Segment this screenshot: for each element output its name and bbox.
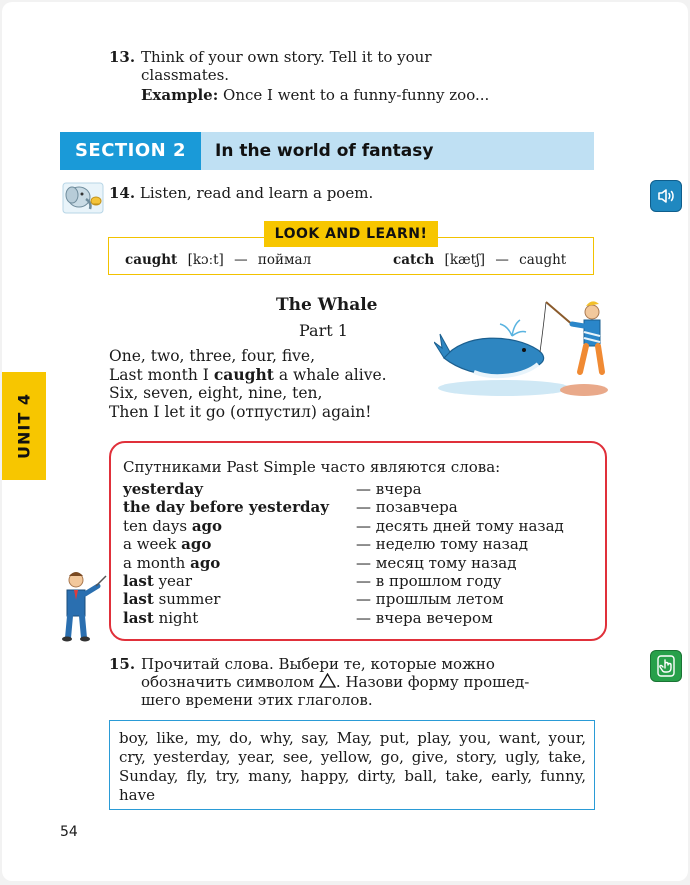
grammar-note-box: [109, 441, 607, 641]
vocab-meaning: caught: [519, 252, 567, 268]
vocab-word: caught: [125, 252, 178, 268]
exercise-13: [109, 48, 593, 104]
exercise-number: 15.: [109, 655, 136, 673]
textbook-page: [2, 2, 688, 881]
grammar-translation: — вчера вечером: [356, 608, 493, 627]
exercise-15-line1: Прочитай слова. Выбери те, которые можно: [141, 655, 495, 673]
look-and-learn-label: LOOK AND LEARN!: [264, 221, 438, 247]
grammar-time-expression: [123, 498, 329, 516]
grammar-time-expression: [123, 535, 211, 553]
unit-tab[interactable]: [2, 372, 46, 480]
grammar-text: night: [153, 608, 199, 627]
vocab-caught: [125, 252, 311, 268]
exercise-number: 14.: [109, 184, 136, 202]
touch-button[interactable]: [650, 650, 682, 682]
poem-part: Part 1: [299, 321, 348, 340]
grammar-translation: — позавчера: [356, 498, 458, 517]
speaker-icon: [656, 186, 676, 206]
grammar-row: [111, 480, 605, 498]
poem-title: The Whale: [276, 295, 378, 315]
grammar-translation: — прошлым летом: [356, 590, 504, 609]
elephant-listen-icon: [62, 180, 104, 214]
exercise-number: 13.: [109, 48, 136, 66]
exercise-14: [109, 184, 373, 202]
poem-line: [109, 403, 387, 422]
touch-hand-icon: [656, 655, 676, 677]
unit-tab-label: UNIT 4: [14, 393, 34, 459]
grammar-keyword: ago: [181, 535, 212, 554]
vocab-transcription: [kɔːt]: [187, 252, 224, 268]
whale-fisherman-illustration: [434, 292, 614, 400]
grammar-keyword: ago: [190, 553, 221, 572]
grammar-translation: — вчера: [356, 480, 422, 498]
exercise-15-text: . Назови форму прошед-: [335, 673, 530, 691]
grammar-row: [111, 535, 605, 553]
grammar-keyword: last: [123, 608, 154, 627]
vocab-dash: —: [495, 252, 509, 268]
grammar-translation: — в прошлом году: [356, 572, 502, 590]
poem-bold-word: caught: [213, 364, 274, 384]
grammar-translation: — десять дней тому назад: [356, 516, 564, 535]
word-list: boy, like, my, do, why, say, May, put, play, you, want, your, cry, yesterday, year, see, yellow, go, give, story, ugly, take, Sunday, fly, try, many, happy, dirty, ball, take, early, funny, have: [119, 729, 586, 804]
exercise-13-line1: Think of your own story. Tell it to your: [141, 48, 432, 66]
grammar-keyword: yesterday: [123, 480, 204, 498]
vocab-transcription: [kætʃ]: [444, 252, 486, 268]
section-title: In the world of fantasy: [215, 141, 434, 161]
section-tag: SECTION 2: [60, 132, 201, 170]
poem-text-span: Last month I: [109, 365, 214, 384]
grammar-keyword: the day before yesterday: [123, 498, 329, 517]
grammar-keyword: ago: [191, 516, 223, 535]
grammar-time-expression: [123, 554, 220, 572]
poem-line: One, two, three, four, five,: [109, 347, 316, 365]
grammar-row: [111, 554, 605, 572]
vocab-meaning: поймал: [257, 252, 312, 268]
exercise-13-line2: classmates.: [141, 66, 230, 84]
poem-translation: (отпустил): [230, 402, 317, 421]
grammar-time-expression: [123, 572, 192, 590]
grammar-intro: Спутниками Past Simple часто являются слова:: [123, 458, 501, 476]
grammar-text: a week: [123, 535, 182, 554]
exercise-15-line2: [141, 673, 593, 691]
poem-text-span: again!: [316, 402, 372, 421]
grammar-translation: — неделю тому назад: [356, 535, 529, 554]
vocab-catch: [393, 252, 566, 268]
example-text: Once I went to a funny-funny zoo...: [223, 86, 490, 104]
word-list-box: [109, 720, 595, 810]
exercise-15-line3: шего времени этих глаголов.: [141, 691, 373, 709]
grammar-row: [111, 590, 605, 608]
vocab-word: catch: [393, 252, 435, 268]
page-number: 54: [60, 824, 78, 840]
grammar-text: a month: [123, 553, 191, 572]
poem-text: [109, 347, 387, 421]
grammar-row: [111, 498, 605, 516]
grammar-time-expression: [123, 517, 222, 535]
grammar-row: [111, 517, 605, 535]
poem-line: [109, 366, 387, 385]
example-line: [141, 86, 593, 104]
grammar-time-expression: [123, 480, 203, 498]
grammar-time-expression: [123, 590, 220, 608]
poem-text-span: a whale alive.: [273, 365, 387, 384]
section-header: [60, 132, 594, 170]
exercise-14-text: Listen, read and learn a poem.: [139, 184, 374, 202]
audio-button[interactable]: [650, 180, 682, 212]
exercise-15: [109, 655, 593, 709]
vocab-dash: —: [234, 252, 248, 268]
example-label: Example:: [141, 86, 219, 104]
grammar-translation: — месяц тому назад: [356, 553, 517, 572]
grammar-keyword: last: [123, 590, 154, 609]
grammar-text: summer: [153, 590, 221, 609]
grammar-text: year: [153, 572, 193, 590]
poem-text-span: Then I let it go: [109, 402, 231, 421]
grammar-row: [111, 609, 605, 627]
grammar-time-expression: [123, 609, 198, 627]
grammar-row: [111, 572, 605, 590]
teacher-pointer-illustration: [58, 570, 108, 642]
grammar-text: ten days: [123, 516, 192, 535]
poem-line: Six, seven, eight, nine, ten,: [109, 384, 323, 402]
triangle-symbol: [319, 673, 336, 688]
grammar-keyword: last: [123, 572, 154, 590]
exercise-15-text: обозначить символом: [141, 673, 319, 691]
